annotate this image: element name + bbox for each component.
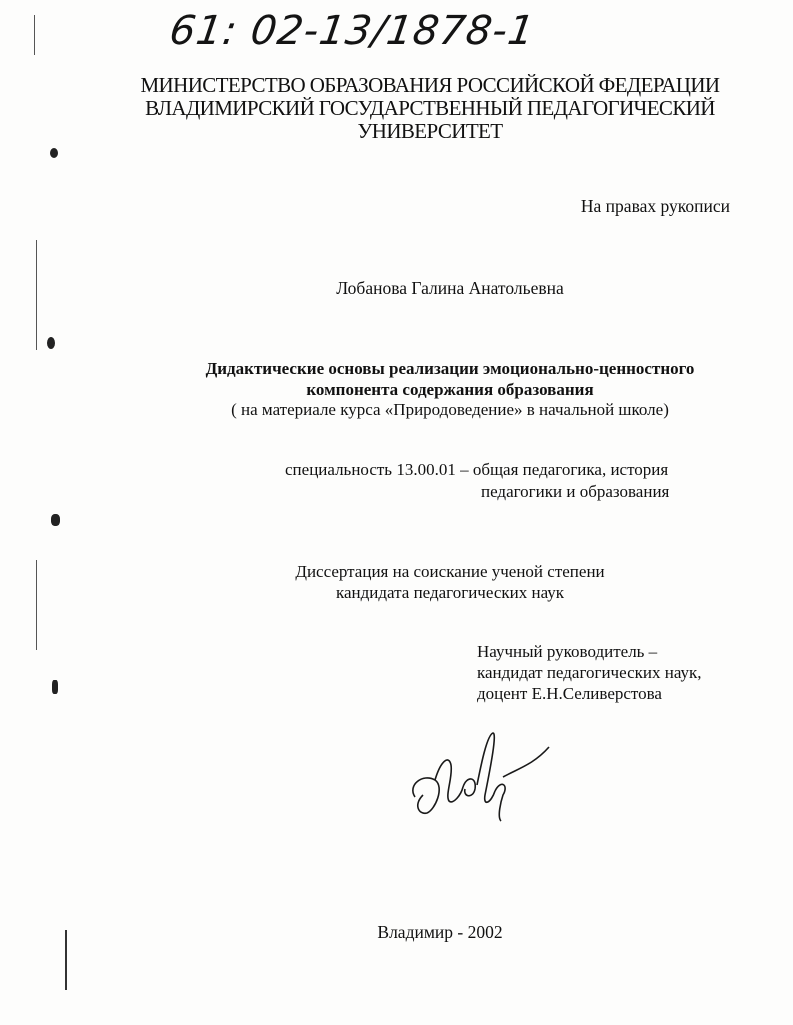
degree-line: Диссертация на соискание ученой степени	[295, 562, 605, 581]
scan-margin-line	[34, 15, 35, 55]
supervisor-block	[477, 641, 737, 704]
institution-header	[120, 74, 740, 143]
binding-hole-mark	[50, 148, 58, 158]
specialty-line: педагогики и образования	[481, 482, 670, 501]
specialty-block	[285, 459, 705, 503]
supervisor-line: кандидат педагогических наук,	[477, 663, 702, 682]
binding-hole-mark	[47, 337, 55, 349]
supervisor-line: доцент Е.Н.Селиверстова	[477, 684, 662, 703]
degree-line: кандидата педагогических наук	[335, 583, 565, 602]
scan-margin-line	[36, 240, 37, 350]
institution-line: ВЛАДИМИРСКИЙ ГОСУДАРСТВЕННЫЙ ПЕДАГОГИЧЕСКИЙ	[145, 96, 715, 120]
supervisor-line: Научный руководитель –	[477, 642, 658, 661]
signature-stroke	[495, 784, 505, 821]
signature-stroke	[463, 779, 475, 796]
rights-note: На правах рукописи	[580, 196, 730, 216]
scan-margin-line	[36, 560, 37, 650]
degree-block	[250, 561, 650, 603]
dissertation-subtitle: ( на материале курса «Природоведение» в начальной школе)	[231, 400, 669, 419]
institution-line: МИНИСТЕРСТВО ОБРАЗОВАНИЯ РОССИЙСКОЙ ФЕДЕРАЦИИ	[140, 73, 720, 97]
signature-stroke	[503, 747, 549, 777]
handwritten-signature	[405, 725, 555, 825]
signature-stroke	[413, 778, 439, 813]
archive-number: 61: 02-13/1878-1	[166, 8, 538, 54]
title-line: компонента содержания образования	[306, 380, 594, 399]
signature-stroke	[477, 733, 495, 802]
author-name: Лобанова Галина Анатольевна	[336, 278, 564, 298]
institution-line: УНИВЕРСИТЕТ	[357, 119, 503, 143]
binding-hole-mark	[52, 680, 58, 694]
city-year: Владимир - 2002	[377, 922, 503, 942]
binding-hole-mark	[51, 514, 60, 526]
scan-margin-line	[65, 930, 67, 990]
title-line: Дидактические основы реализации эмоционально-ценностного	[205, 359, 695, 378]
specialty-line: специальность 13.00.01 – общая педагогика, история	[285, 460, 669, 479]
dissertation-title	[150, 358, 750, 400]
